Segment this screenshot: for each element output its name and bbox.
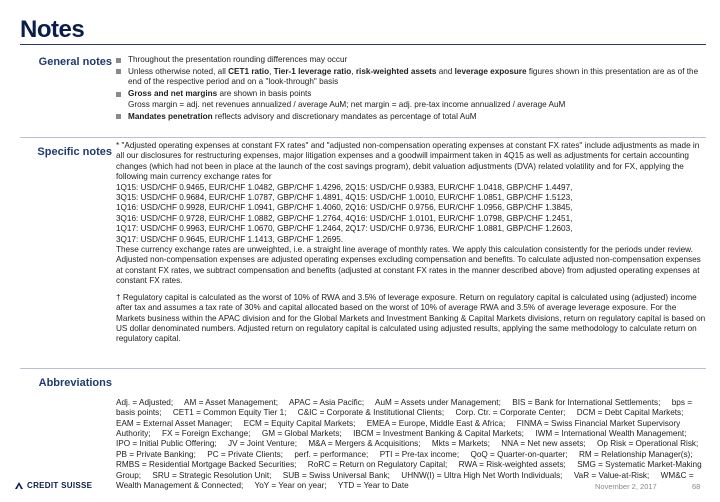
fx-note-line: 1Q16: USD/CHF 0.9928, EUR/CHF 1.0941, GBP/CHF 1.4060, 2Q16: USD/CHF 0.9756, EUR/CHF 1.0956, GBP/CHF 1.3845, [116,203,573,213]
note-text: , [351,66,356,76]
footer-date: November 2, 2017 [595,482,657,491]
sail-icon [14,481,24,490]
specific-notes-content [116,141,706,345]
emphasized-term: leverage exposure [454,66,527,76]
specific-notes-label: Specific notes [37,146,112,158]
note-text: and [436,66,455,76]
note-text: Throughout the presentation rounding differences may occur [128,55,348,64]
fx-note-line: 3Q15: USD/CHF 0.9684, EUR/CHF 1.0787, GBP/CHF 1.4891, 4Q15: USD/CHF 1.0010, EUR/CHF 1.0851, GBP/CHF 1.5123, [116,193,573,203]
note-text: figures shown in this presentation are as of the end of the respective period and on a "look-through" basis [128,66,699,87]
general-notes-content [116,55,706,123]
section-divider [20,137,706,138]
general-note-item [116,67,706,88]
emphasized-term: Mandates penetration [128,111,213,121]
fx-note-line: * "Adjusted operating expenses at constant FX rates" and "adjusted non-compensation operating expenses at constant FX rates" include adjustments as made in all our disclosures for restructuring expenses, major litigation expenses and a goodwill impairment taken in 4Q15 as well as adjustments for certain accounting changes (which had not been in place at the launch of the cost savings program), debit valuation adjustments (DVA) related volatility and for FX, applying the following main currency exchange rates for [116,141,700,182]
emphasized-term: CET1 ratio [228,66,270,76]
bullet-square-icon [116,58,121,63]
general-notes-list [116,55,706,122]
general-note-item [116,55,706,65]
general-note-item [116,89,706,110]
bullet-square-icon [116,69,121,74]
emphasized-term: risk-weighted assets [355,66,437,76]
fx-note-line: 3Q16: USD/CHF 0.9728, EUR/CHF 1.0882, GBP/CHF 1.2764, 4Q16: USD/CHF 1.0101, EUR/CHF 1.0798, GBP/CHF 1.2451, [116,213,573,223]
credit-suisse-logo [14,481,92,490]
page-title: Notes [20,16,85,43]
note-text: are shown in basis points [217,89,312,99]
fx-note-line: 3Q17: USD/CHF 0.9645, EUR/CHF 1.1413, GBP/CHF 1.2695. [116,234,344,244]
bullet-square-icon [116,92,121,97]
specific-notes-paragraph-fx [116,141,706,287]
title-divider [20,44,706,45]
note-subline: Gross margin = adj. net revenues annualized / average AuM; net margin = adj. pre-tax income annualized / average AuM [128,99,566,109]
bullet-square-icon [116,114,121,119]
general-note-item [116,112,706,122]
emphasized-term: Tier-1 leverage ratio [273,66,352,76]
note-text: Unless otherwise noted, all [128,66,229,76]
page-number: 68 [692,482,701,491]
fx-note-line: These currency exchange rates are unweighted, i.e. a straight line average of monthly rates. We apply this calculation consistently for the periods under review. Adjusted non-compensation expenses are adjusted operating expenses excluding compensation and benefits. To calculate adjusted non-compensation expenses at constant FX rates, we subtract compensation and benefits (adjusted at constant FX rates in the manner described above) from adjusted operating expenses at constant FX rates. [116,245,701,286]
logo-text: CREDIT SUISSE [27,481,93,490]
specific-notes-paragraph-regulatory: † Regulatory capital is calculated as the worst of 10% of RWA and 3.5% of leverage exposure. Return on regulatory capital is calculated using (adjusted) income after tax and assumes a tax rate of 30% and capital allocated based on the worst of 10% of average RWA and 3.5% of average leverage exposure. For the Markets business within the APAC division and for the Global Markets and Investment Banking & Capital Markets divisions, return on regulatory capital is based on US dollar denominated numbers. Adjusted return on regulatory capital is calculated using adjusted results, applying the same methodology to calculate return on regulatory capital. [116,292,706,344]
emphasized-term: Gross and net margins [128,89,218,99]
fx-note-line: 1Q17: USD/CHF 0.9963, EUR/CHF 1.0670, GBP/CHF 1.2464, 2Q17: USD/CHF 0.9736, EUR/CHF 1.0881, GBP/CHF 1.2603, [116,224,573,234]
note-text: reflects advisory and discretionary mandates as percentage of total AuM [212,111,477,121]
note-text: , [269,66,274,76]
fx-note-line: 1Q15: USD/CHF 0.9465, EUR/CHF 1.0482, GBP/CHF 1.4296, 2Q15: USD/CHF 0.9383, EUR/CHF 1.0418, GBP/CHF 1.4497, [116,182,573,192]
section-divider [20,368,706,369]
abbreviations-label: Abbreviations [38,377,112,389]
general-notes-label: General notes [38,56,112,68]
abbreviations-text: Adj. = Adjusted; AM = Asset Management; APAC = Asia Pacific; AuM = Assets under Management; BIS = Bank for International Settlements; bps = basis points; CET1 = Common Equity Tier 1; C&IC = Corporate & Institutional Clients; Corp. Ctr. = Corporate Center; DCM = Debt Capital Markets; EAM = External Asset Manager; ECM = Equity Capital Markets; EMEA = Europe, Middle East & Africa; FINMA = Swiss Financial Market Supervisory Authority; FX = Foreign Exchange; GM = Global Markets; IBCM = Investment Banking & Capital Markets; IWM = International Wealth Management; IPO = Initial Public Offering; JV = Joint Venture; M&A = Mergers & Acquisitions; Mkts = Markets; NNA = Net new assets; Op Risk = Operational Risk; PB = Private Banking; PC = Private Clients; perf. = performance; PTI = Pre-tax income; QoQ = Quarter-on-quarter; RM = Relationship Manager(s); RMBS = Residential Mortgage Backed Securities; RoRC = Return on Regulatory Capital; RWA = Risk-weighted assets; SMG = Systematic Market-Making Group; SRU = Strategic Resolution Unit; SUB = Swiss Universal Bank; UHNW(I) = Ultra High Net Worth Individuals; VaR = Value-at-Risk; WM&C = Wealth Management & Connected; YoY = Year on year; YTD = Year to Date [116,397,710,491]
